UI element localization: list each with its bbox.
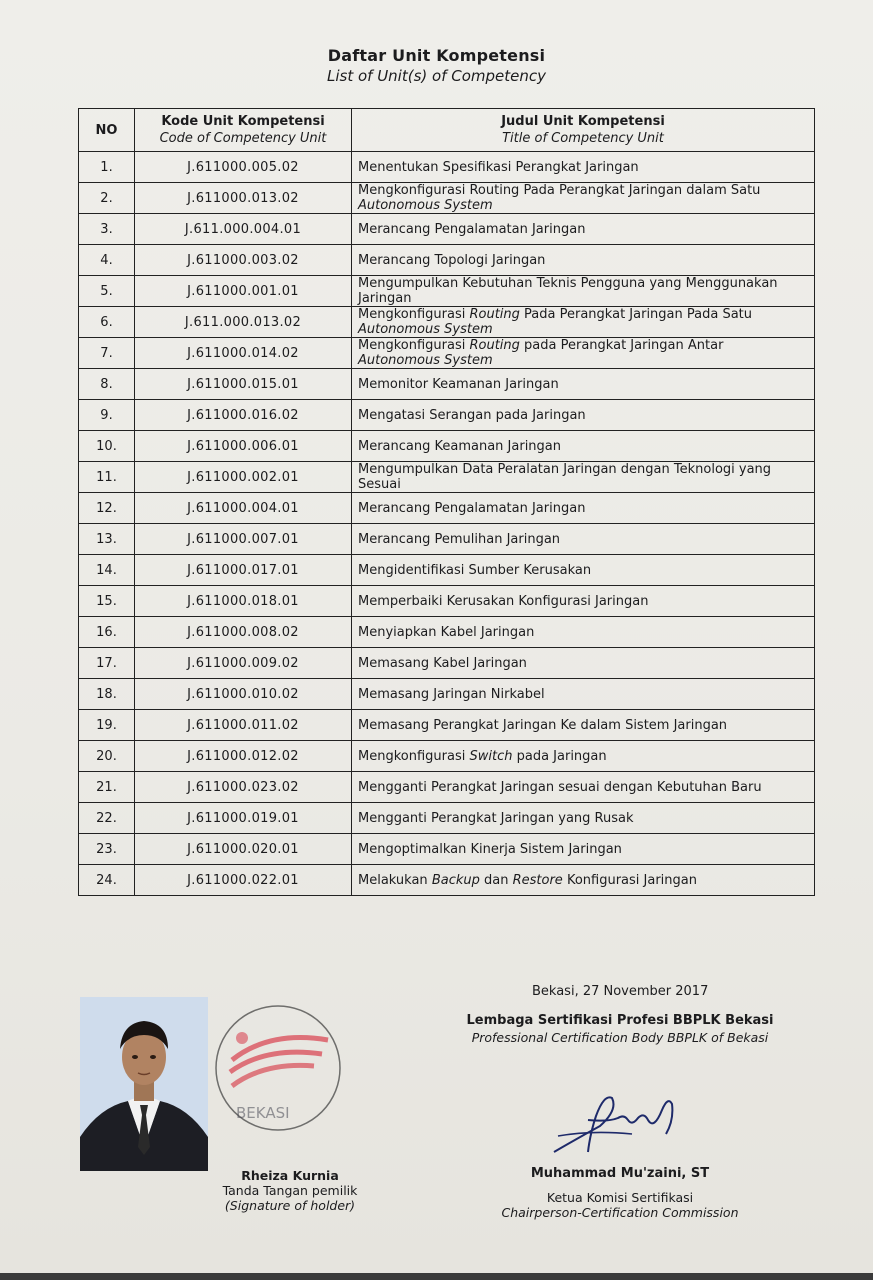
competency-units-table	[78, 108, 815, 896]
chair-role-en: Chairperson-Certification Commission	[501, 1205, 739, 1220]
chairperson-block	[490, 1166, 750, 1220]
header-code-label: Kode Unit Kompetensi	[161, 114, 325, 129]
stamp-text: BEKASI	[236, 1104, 290, 1122]
row-number: 19.	[79, 710, 135, 741]
issuing-organization	[440, 1013, 800, 1045]
unit-code: J.611.000.013.02	[135, 307, 352, 338]
row-number: 24.	[79, 865, 135, 896]
unit-code: J.611000.010.02	[135, 679, 352, 710]
unit-title-text: Merancang Pemulihan Jaringan	[358, 531, 561, 547]
unit-code: J.611000.016.02	[135, 400, 352, 431]
unit-title-text: Menentukan Spesifikasi Perangkat Jaringan	[358, 159, 639, 175]
unit-code: J.611.000.004.01	[135, 214, 352, 245]
header-title-label: Judul Unit Kompetensi	[501, 114, 665, 129]
header-code-label-en: Code of Competency Unit	[159, 131, 327, 146]
unit-code: J.611000.013.02	[135, 183, 352, 214]
row-number: 14.	[79, 555, 135, 586]
header-title	[352, 109, 815, 152]
unit-title	[352, 772, 815, 803]
table-row	[79, 679, 815, 710]
row-number: 15.	[79, 586, 135, 617]
row-number: 21.	[79, 772, 135, 803]
unit-title-italic: Switch	[469, 748, 513, 764]
unit-title-text: dan	[479, 872, 513, 888]
unit-title	[352, 462, 815, 493]
table-row	[79, 369, 815, 400]
unit-title	[352, 307, 815, 338]
row-number: 2.	[79, 183, 135, 214]
unit-title-text: pada Jaringan	[512, 748, 607, 764]
handwritten-signature	[548, 1090, 688, 1160]
unit-title	[352, 338, 815, 369]
table-row	[79, 586, 815, 617]
table-row	[79, 462, 815, 493]
unit-code: J.611000.015.01	[135, 369, 352, 400]
table-body	[79, 152, 815, 896]
org-name: Lembaga Sertifikasi Profesi BBPLK Bekasi	[466, 1013, 774, 1028]
table-row	[79, 307, 815, 338]
unit-title	[352, 431, 815, 462]
unit-code: J.611000.011.02	[135, 710, 352, 741]
header-no: NO	[79, 109, 135, 152]
table-row	[79, 431, 815, 462]
unit-title-text: Mengkonfigurasi	[358, 748, 470, 764]
unit-title	[352, 152, 815, 183]
unit-title-text: Mengkonfigurasi	[358, 307, 470, 322]
unit-title-text: Konfigurasi Jaringan	[562, 872, 697, 888]
unit-code: J.611000.012.02	[135, 741, 352, 772]
unit-title-text: pada Perangkat Jaringan Antar	[519, 338, 724, 353]
unit-code: J.611000.014.02	[135, 338, 352, 369]
unit-title-text: Mengumpulkan Kebutuhan Teknis Pengguna yang Menggunakan Jaringan	[358, 276, 778, 306]
unit-title-text: Menyiapkan Kabel Jaringan	[358, 624, 535, 640]
unit-title-text: Mengumpulkan Data Peralatan Jaringan dengan Teknologi yang Sesuai	[358, 462, 772, 492]
table-row	[79, 214, 815, 245]
unit-code: J.611000.005.02	[135, 152, 352, 183]
unit-code: J.611000.019.01	[135, 803, 352, 834]
unit-title	[352, 741, 815, 772]
row-number: 12.	[79, 493, 135, 524]
chair-role: Ketua Komisi Sertifikasi	[546, 1190, 694, 1205]
unit-title-italic: Autonomous System	[358, 322, 493, 337]
official-stamp	[210, 1000, 350, 1140]
unit-title-text: Pada Perangkat Jaringan Pada Satu	[519, 307, 753, 322]
unit-title	[352, 369, 815, 400]
table-header-row	[79, 109, 815, 152]
unit-title	[352, 617, 815, 648]
row-number: 17.	[79, 648, 135, 679]
unit-title-text: Memasang Kabel Jaringan	[358, 655, 527, 671]
unit-title-text: Mengkonfigurasi	[358, 338, 470, 353]
unit-title-text: Memonitor Keamanan Jaringan	[358, 376, 559, 392]
unit-title	[352, 276, 815, 307]
unit-title-italic: Backup	[431, 872, 480, 888]
row-number: 3.	[79, 214, 135, 245]
unit-code: J.611000.003.02	[135, 245, 352, 276]
holder-name: Rheiza Kurnia	[241, 1168, 339, 1183]
unit-title-text: Merancang Keamanan Jaringan	[358, 438, 562, 454]
unit-title-text: Merancang Topologi Jaringan	[358, 252, 546, 268]
row-number: 7.	[79, 338, 135, 369]
table-row	[79, 400, 815, 431]
unit-title	[352, 648, 815, 679]
document-heading	[0, 46, 873, 85]
unit-title	[352, 586, 815, 617]
unit-title	[352, 493, 815, 524]
unit-title	[352, 214, 815, 245]
unit-code: J.611000.023.02	[135, 772, 352, 803]
header-title-label-en: Title of Competency Unit	[502, 131, 664, 146]
unit-code: J.611000.007.01	[135, 524, 352, 555]
unit-title	[352, 865, 815, 896]
table-row	[79, 648, 815, 679]
unit-title-text: Mengoptimalkan Kinerja Sistem Jaringan	[358, 841, 622, 857]
unit-title-text: Mengganti Perangkat Jaringan yang Rusak	[358, 810, 634, 826]
row-number: 20.	[79, 741, 135, 772]
unit-code: J.611000.020.01	[135, 834, 352, 865]
row-number: 13.	[79, 524, 135, 555]
unit-code: J.611000.022.01	[135, 865, 352, 896]
unit-code: J.611000.004.01	[135, 493, 352, 524]
table-row	[79, 245, 815, 276]
holder-signature-label: Tanda Tangan pemilik	[222, 1183, 358, 1198]
unit-title-text: Memperbaiki Kerusakan Konfigurasi Jaringan	[358, 593, 649, 609]
chair-name: Muhammad Mu'zaini, ST	[530, 1166, 710, 1181]
table-row	[79, 617, 815, 648]
table-row	[79, 524, 815, 555]
unit-title-text: Memasang Perangkat Jaringan Ke dalam Sistem Jaringan	[358, 717, 728, 733]
org-name-en: Professional Certification Body BBPLK of Bekasi	[471, 1030, 769, 1045]
table-row	[79, 834, 815, 865]
issue-date: Bekasi, 27 November 2017	[532, 984, 709, 999]
table-row	[79, 710, 815, 741]
unit-code: J.611000.009.02	[135, 648, 352, 679]
holder-block	[200, 1168, 380, 1213]
table-row	[79, 276, 815, 307]
unit-title	[352, 555, 815, 586]
row-number: 6.	[79, 307, 135, 338]
table-row	[79, 555, 815, 586]
unit-title-text: Mengidentifikasi Sumber Kerusakan	[358, 562, 592, 578]
header-code	[135, 109, 352, 152]
unit-title	[352, 400, 815, 431]
unit-title-italic: Autonomous System	[358, 353, 493, 368]
table-row	[79, 772, 815, 803]
row-number: 8.	[79, 369, 135, 400]
unit-title	[352, 803, 815, 834]
table-row	[79, 865, 815, 896]
unit-code: J.611000.006.01	[135, 431, 352, 462]
unit-title	[352, 183, 815, 214]
unit-title-italic: Routing	[469, 338, 520, 353]
unit-title-italic: Autonomous System	[358, 198, 493, 213]
table-row	[79, 493, 815, 524]
unit-title-text: Mengkonfigurasi Routing Pada Perangkat Jaringan dalam Satu	[358, 183, 761, 198]
unit-title	[352, 245, 815, 276]
table-row	[79, 152, 815, 183]
unit-title-text: Melakukan	[358, 872, 432, 888]
unit-title	[352, 710, 815, 741]
row-number: 22.	[79, 803, 135, 834]
row-number: 16.	[79, 617, 135, 648]
row-number: 5.	[79, 276, 135, 307]
table-row	[79, 338, 815, 369]
unit-code: J.611000.008.02	[135, 617, 352, 648]
unit-title	[352, 834, 815, 865]
unit-title-text: Mengatasi Serangan pada Jaringan	[358, 407, 586, 423]
unit-title	[352, 524, 815, 555]
unit-title-text: Mengganti Perangkat Jaringan sesuai dengan Kebutuhan Baru	[358, 779, 762, 795]
document-title: Daftar Unit Kompetensi	[327, 46, 546, 65]
table-row	[79, 803, 815, 834]
holder-photo	[80, 997, 208, 1171]
row-number: 1.	[79, 152, 135, 183]
row-number: 9.	[79, 400, 135, 431]
row-number: 18.	[79, 679, 135, 710]
table-row	[79, 741, 815, 772]
portrait-image	[80, 997, 208, 1171]
row-number: 4.	[79, 245, 135, 276]
row-number: 10.	[79, 431, 135, 462]
unit-title	[352, 679, 815, 710]
unit-title-italic: Routing	[469, 307, 520, 322]
unit-code: J.611000.017.01	[135, 555, 352, 586]
holder-signature-label-en: (Signature of holder)	[224, 1198, 356, 1213]
unit-code: J.611000.018.01	[135, 586, 352, 617]
document-title-en: List of Unit(s) of Competency	[326, 67, 547, 85]
unit-title-text: Memasang Jaringan Nirkabel	[358, 686, 545, 702]
row-number: 11.	[79, 462, 135, 493]
row-number: 23.	[79, 834, 135, 865]
unit-title-italic: Restore	[512, 872, 563, 888]
unit-code: J.611000.001.01	[135, 276, 352, 307]
unit-code: J.611000.002.01	[135, 462, 352, 493]
page-edge	[0, 1273, 873, 1280]
table-row	[79, 183, 815, 214]
unit-title-text: Merancang Pengalamatan Jaringan	[358, 500, 586, 516]
unit-title-text: Merancang Pengalamatan Jaringan	[358, 221, 586, 237]
